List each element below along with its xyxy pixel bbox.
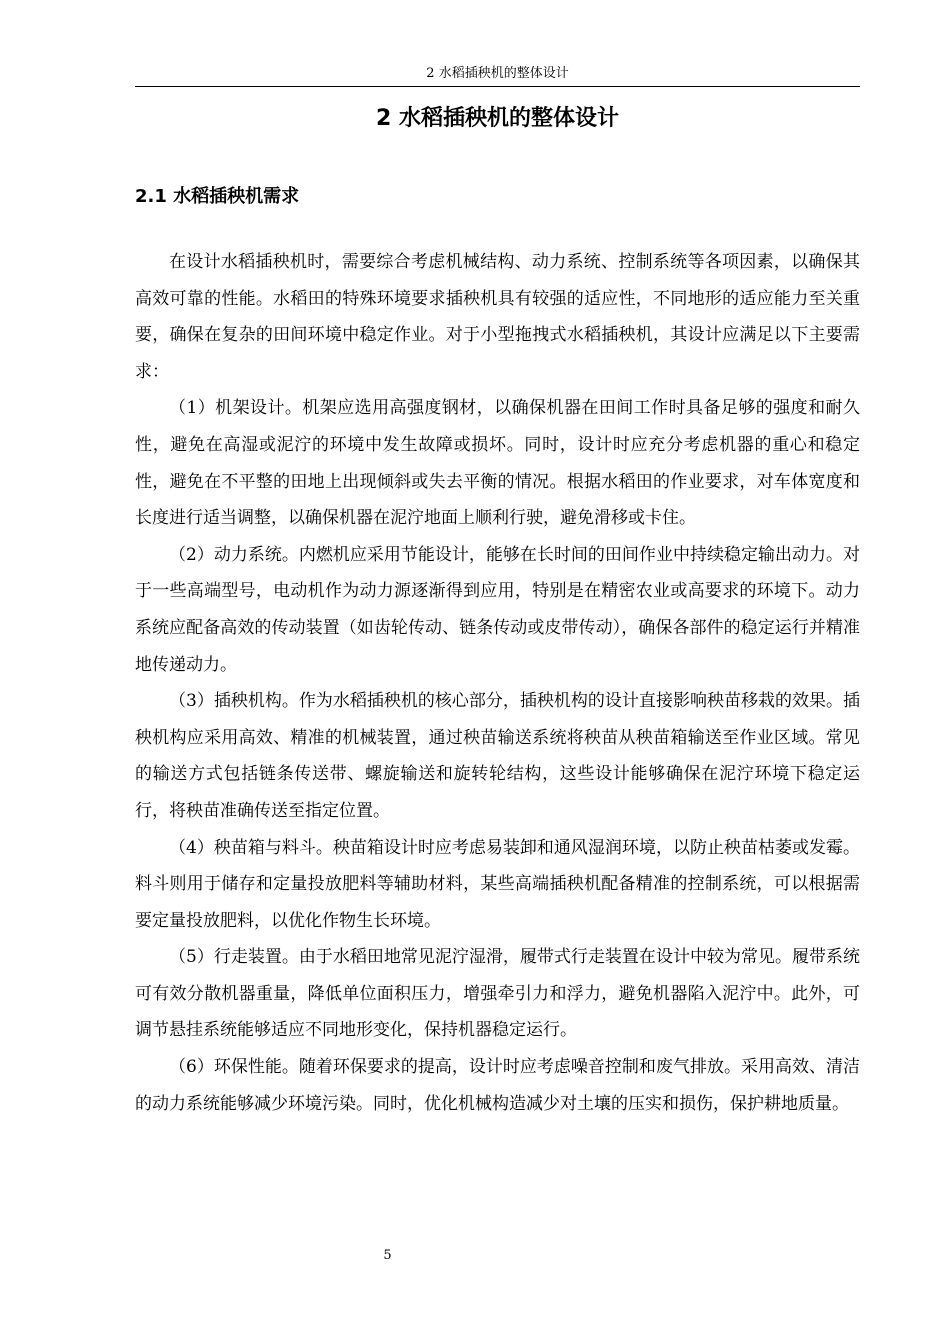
body-text — [135, 244, 860, 1122]
paragraph-intro: 在设计水稻插秧机时，需要综合考虑机械结构、动力系统、控制系统等各项因素，以确保其高效可靠的性能。水稻田的特殊环境要求插秧机具有较强的适应性，不同地形的适应能力至关重要，确保在复杂的田间环境中稳定作业。对于小型拖拽式水稻插秧机，其设计应满足以下主要需求： — [135, 252, 860, 382]
paragraph-environmental: （6）环保性能。随着环保要求的提高，设计时应考虑噪音控制和废气排放。采用高效、清洁的动力系统能够减少环境污染。同时，优化机械构造减少对土壤的压实和损伤，保护耕地质量。 — [135, 1057, 860, 1114]
section-title: 2.1 水稻插秧机需求 — [135, 186, 300, 207]
paragraph-seedling-box: （4）秧苗箱与料斗。秧苗箱设计时应考虑易装卸和通风湿润环境，以防止秧苗枯萎或发霉。料斗则用于储存和定量投放肥料等辅助材料，某些高端插秧机配备精准的控制系统，可以根据需要定量投放肥料，以优化作物生长环境。 — [135, 837, 860, 931]
paragraph-walking-device: （5）行走装置。由于水稻田地常见泥泞湿滑，履带式行走装置在设计中较为常见。履带系统可有效分散机器重量，降低单位面积压力，增强牵引力和浮力，避免机器陷入泥泞中。此外，可调节悬挂系统能够适应不同地形变化，保持机器稳定运行。 — [135, 947, 860, 1041]
chapter-title: 2 水稻插秧机的整体设计 — [376, 106, 619, 131]
header-rule — [135, 86, 860, 87]
paragraph-frame-design: （1）机架设计。机架应选用高强度钢材，以确保机器在田间工作时具备足够的强度和耐久性，避免在高湿或泥泞的环境中发生故障或损坏。同时，设计时应充分考虑机器的重心和稳定性，避免在不平整的田地上出现倾斜或失去平衡的情况。根据水稻田的作业要求，对车体宽度和长度进行适当调整，以确保机器在泥泞地面上顺利行驶，避免滑移或卡住。 — [135, 398, 860, 529]
running-header: 2 水稻插秧机的整体设计 — [426, 66, 569, 81]
page-number: 5 — [383, 1248, 392, 1263]
paragraph-transplanting-mechanism: （3）插秧机构。作为水稻插秧机的核心部分，插秧机构的设计直接影响秧苗移栽的效果。插秧机构应采用高效、精准的机械装置，通过秧苗输送系统将秧苗从秧苗箱输送至作业区域。常见的输送方式包括链条传送带、螺旋输送和旋转轮结构，这些设计能够确保在泥泞环境下稳定运行，将秧苗准确传送至指定位置。 — [135, 691, 860, 821]
paragraph-power-system: （2）动力系统。内燃机应采用节能设计，能够在长时间的田间作业中持续稳定输出动力。对于一些高端型号，电动机作为动力源逐渐得到应用，特别是在精密农业或高要求的环境下。动力系统应配备高效的传动装置（如齿轮传动、链条传动或皮带传动），确保各部件的稳定运行并精准地传递动力。 — [135, 544, 860, 675]
